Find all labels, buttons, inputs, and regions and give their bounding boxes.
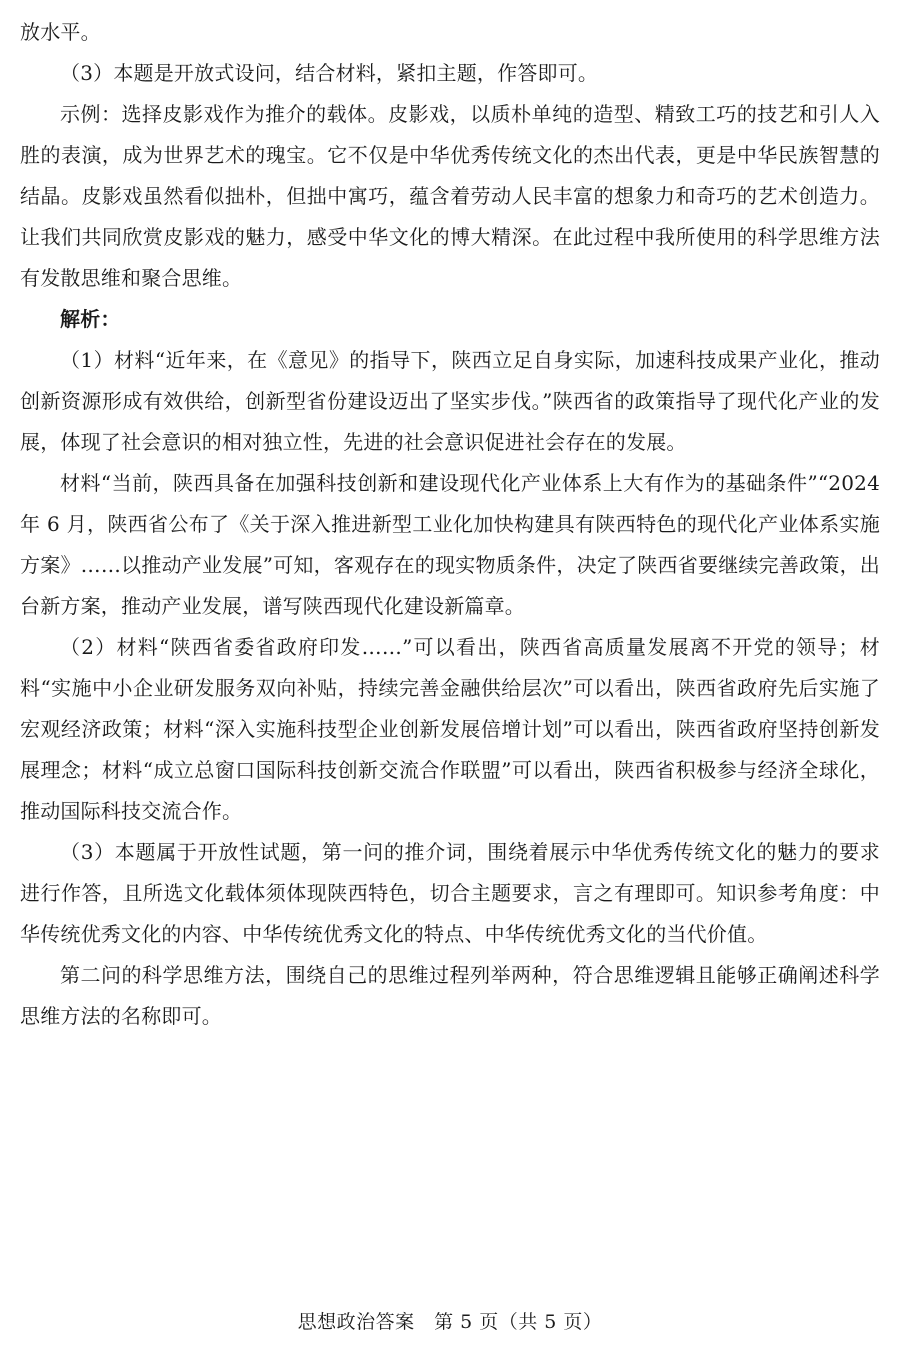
paragraph-q3-instruction: （3）本题是开放式设问，结合材料，紧扣主题，作答即可。 — [60, 61, 599, 85]
paragraph-example-answer: 示例：选择皮影戏作为推介的载体。皮影戏，以质朴单纯的造型、精致工巧的技艺和引人入胜的表演，成为世界艺术的瑰宝。它不仅是中华优秀传统文化的杰出代表，更是中华民族智慧的结晶。皮影戏虽然看似拙朴，但拙中寓巧，蕴含着劳动人民丰富的想象力和奇巧的艺术创造力。让我们共同欣赏皮影戏的魅力，感受中华文化的博大精深。在此过程中我所使用的科学思维方法有发散思维和聚合思维。 — [20, 102, 880, 290]
answer-page-body — [20, 12, 880, 1037]
analysis-heading: 解析： — [60, 307, 121, 331]
page-footer: 思想政治答案 第 5 页（共 5 页） — [297, 1311, 603, 1333]
paragraph-analysis-2: （2）材料“陕西省委省政府印发……”可以看出，陕西省高质量发展离不开党的领导；材料“实施中小企业研发服务双向补贴，持续完善金融供给层次”可以看出，陕西省政府先后实施了宏观经济政策；材料“深入实施科技型企业创新发展倍增计划”可以看出，陕西省政府坚持创新发展理念；材料“成立总窗口国际科技创新交流合作联盟”可以看出，陕西省积极参与经济全球化，推动国际科技交流合作。 — [20, 635, 880, 823]
paragraph-analysis-1-material: 材料“当前，陕西具备在加强科技创新和建设现代化产业体系上大有作为的基础条件”“2024 年 6 月，陕西省公布了《关于深入推进新型工业化加快构建具有陕西特色的现代化产业体系实施方案》……以推动产业发展”可知，客观存在的现实物质条件，决定了陕西省要继续完善政策，出台新方案，推动产业发展，谱写陕西现代化建设新篇章。 — [20, 471, 880, 618]
paragraph-analysis-3-second: 第二问的科学思维方法，围绕自己的思维过程列举两种，符合思维逻辑且能够正确阐述科学思维方法的名称即可。 — [20, 963, 880, 1028]
paragraph-analysis-1: （1）材料“近年来，在《意见》的指导下，陕西立足自身实际，加速科技成果产业化，推动创新资源形成有效供给，创新型省份建设迈出了坚实步伐。”陕西省的政策指导了现代化产业的发展，体现了社会意识的相对独立性，先进的社会意识促进社会存在的发展。 — [20, 348, 880, 454]
paragraph-analysis-3: （3）本题属于开放性试题，第一问的推介词，围绕着展示中华优秀传统文化的魅力的要求进行作答，且所选文化载体须体现陕西特色，切合主题要求，言之有理即可。知识参考角度：中华传统优秀文化的内容、中华传统优秀文化的特点、中华传统优秀文化的当代价值。 — [20, 840, 880, 946]
paragraph-continuation: 放水平。 — [20, 20, 101, 44]
